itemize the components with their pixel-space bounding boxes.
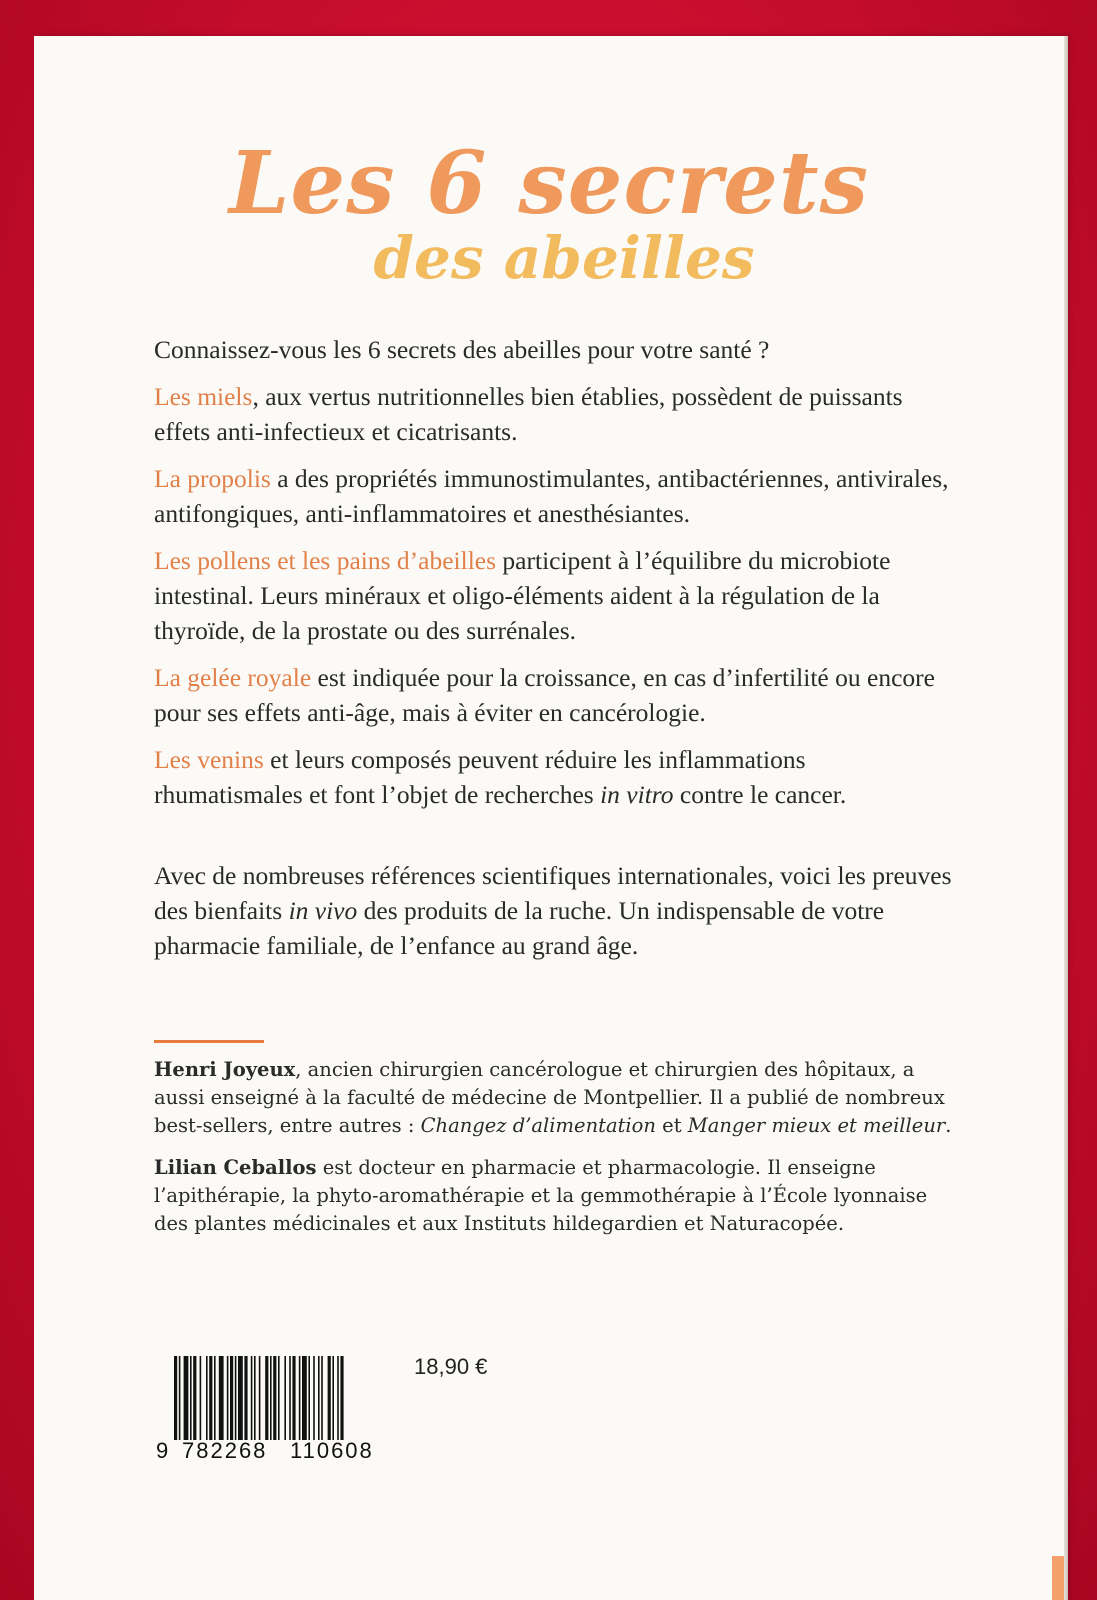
divider-rule [154,1040,264,1043]
secret-miels [154,379,954,449]
barcode-bar [302,1356,307,1440]
barcode-bar [238,1356,243,1440]
page-edge [1064,36,1068,1600]
barcode-bar [340,1356,343,1440]
barcode-bar [184,1356,189,1440]
isbn-first-digit: 9 [156,1438,169,1463]
barcode-bar [270,1356,272,1440]
barcode-bar [321,1356,323,1440]
intro-section [154,332,954,824]
summary-text: Avec de nombreuses références scientifiques internationales, voici les preuves des bienfaits [154,861,952,925]
barcode-bar [235,1356,237,1440]
orange-edge-mark [1052,1556,1064,1600]
summary-text-end: des produits de la ruche. Un indispensable de votre pharmacie familiale, de l’enfance au grand âge. [154,896,885,960]
secret-gelee-royale [154,660,954,730]
secret-text: et leurs composés peuvent réduire les inflammations rhumatismales et font l’objet de recherches [154,745,806,809]
barcode-bar [219,1356,224,1440]
isbn-left-group: 782268 [182,1438,268,1463]
authors-section [154,1056,954,1252]
secret-title: Les miels [154,382,253,411]
author-name: Henri Joyeux [154,1058,296,1081]
barcode-bar [289,1356,291,1440]
title-sub: des abeilles [373,224,755,292]
author-ceballos [154,1154,954,1238]
summary-section [154,858,954,963]
barcode-bar [259,1356,261,1440]
barcode-bar [179,1356,181,1440]
secret-propolis [154,461,954,531]
author-bio-end: . [945,1114,952,1137]
barcode-bar [299,1356,301,1440]
barcode-bar [332,1356,334,1440]
price: 18,90 € [414,1354,488,1379]
barcode [156,1356,406,1464]
barcode-bar [337,1356,339,1440]
secret-text-end: contre le cancer. [673,780,847,809]
author-bio-connector: et [655,1114,688,1137]
isbn-number [156,1438,406,1464]
title-block [34,133,1064,292]
book-title: Changez d’alimentation [420,1114,656,1137]
title-main: Les 6 secrets [229,133,869,234]
barcode-bar [273,1356,276,1440]
book-back-cover [34,36,1064,1600]
secret-text: participent à l’équilibre du microbiote intestinal. Leurs minéraux et oligo-éléments aident à la régulation de la thyroïde, de la prostate ou des surrénales. [154,546,891,645]
author-name: Lilian Ceballos [154,1156,317,1179]
barcode-bar [230,1356,233,1440]
barcode-bar [206,1356,208,1440]
intro-question: Connaissez-vous les 6 secrets des abeilles pour votre santé ? [154,335,770,364]
secret-text: , aux vertus nutritionnelles bien établies, possèdent de puissants effets anti-infectieux et cicatrisants. [154,382,903,446]
barcode-bar [254,1356,256,1440]
barcode-bar [200,1356,202,1440]
barcode-bar [244,1356,247,1440]
barcode-bar [292,1356,295,1440]
author-bio: , ancien chirurgien cancérologue et chirurgien des hôpitaux, a aussi enseigné à la faculté de médecine de Montpellier. Il a publié de nombreux best-sellers, entre autres : [154,1058,945,1137]
secret-pollens [154,543,954,648]
barcode-bar [190,1356,192,1440]
barcode-bar [328,1356,331,1440]
barcode-bar [308,1356,310,1440]
barcode-bar [174,1356,177,1440]
barcode-bar [313,1356,315,1440]
barcode-bars [174,1356,406,1440]
barcode-bar [284,1356,286,1440]
secret-title: La gelée royale [154,663,312,692]
summary-paragraph [154,858,954,963]
secret-text: a des propriétés immunostimulantes, antibactériennes, antivirales, antifongiques, anti-inflammatoires et anesthésiantes. [154,464,949,528]
isbn-right-group: 110608 [290,1438,374,1463]
summary-italic: in vivo [288,896,358,925]
secret-title: Les pollens et les pains d’abeilles [154,546,497,575]
barcode-bar [278,1356,280,1440]
barcode-bar [214,1356,216,1440]
barcode-bar [251,1356,253,1440]
barcode-bar [209,1356,212,1440]
secret-venins [154,742,954,812]
secret-text: est indiquée pour la croissance, en cas d’infertilité ou encore pour ses effets anti-âge, mais à éviter en cancérologie. [154,663,935,727]
barcode-bar [318,1356,320,1440]
barcode-bar [227,1356,229,1440]
secret-title: Les venins [154,745,264,774]
author-joyeux [154,1056,954,1140]
barcode-bar [193,1356,196,1440]
secret-italic: in vitro [600,780,674,809]
barcode-bar [265,1356,268,1440]
secret-title: La propolis [154,464,271,493]
author-bio: est docteur en pharmacie et pharmacologie. Il enseigne l’apithérapie, la phyto-aromathérapie et la gemmothérapie à l’École lyonnaise des plantes médicinales et aux Instituts hildegardien et Naturacopée. [154,1156,928,1235]
book-title: Manger mieux et meilleur [687,1114,946,1137]
